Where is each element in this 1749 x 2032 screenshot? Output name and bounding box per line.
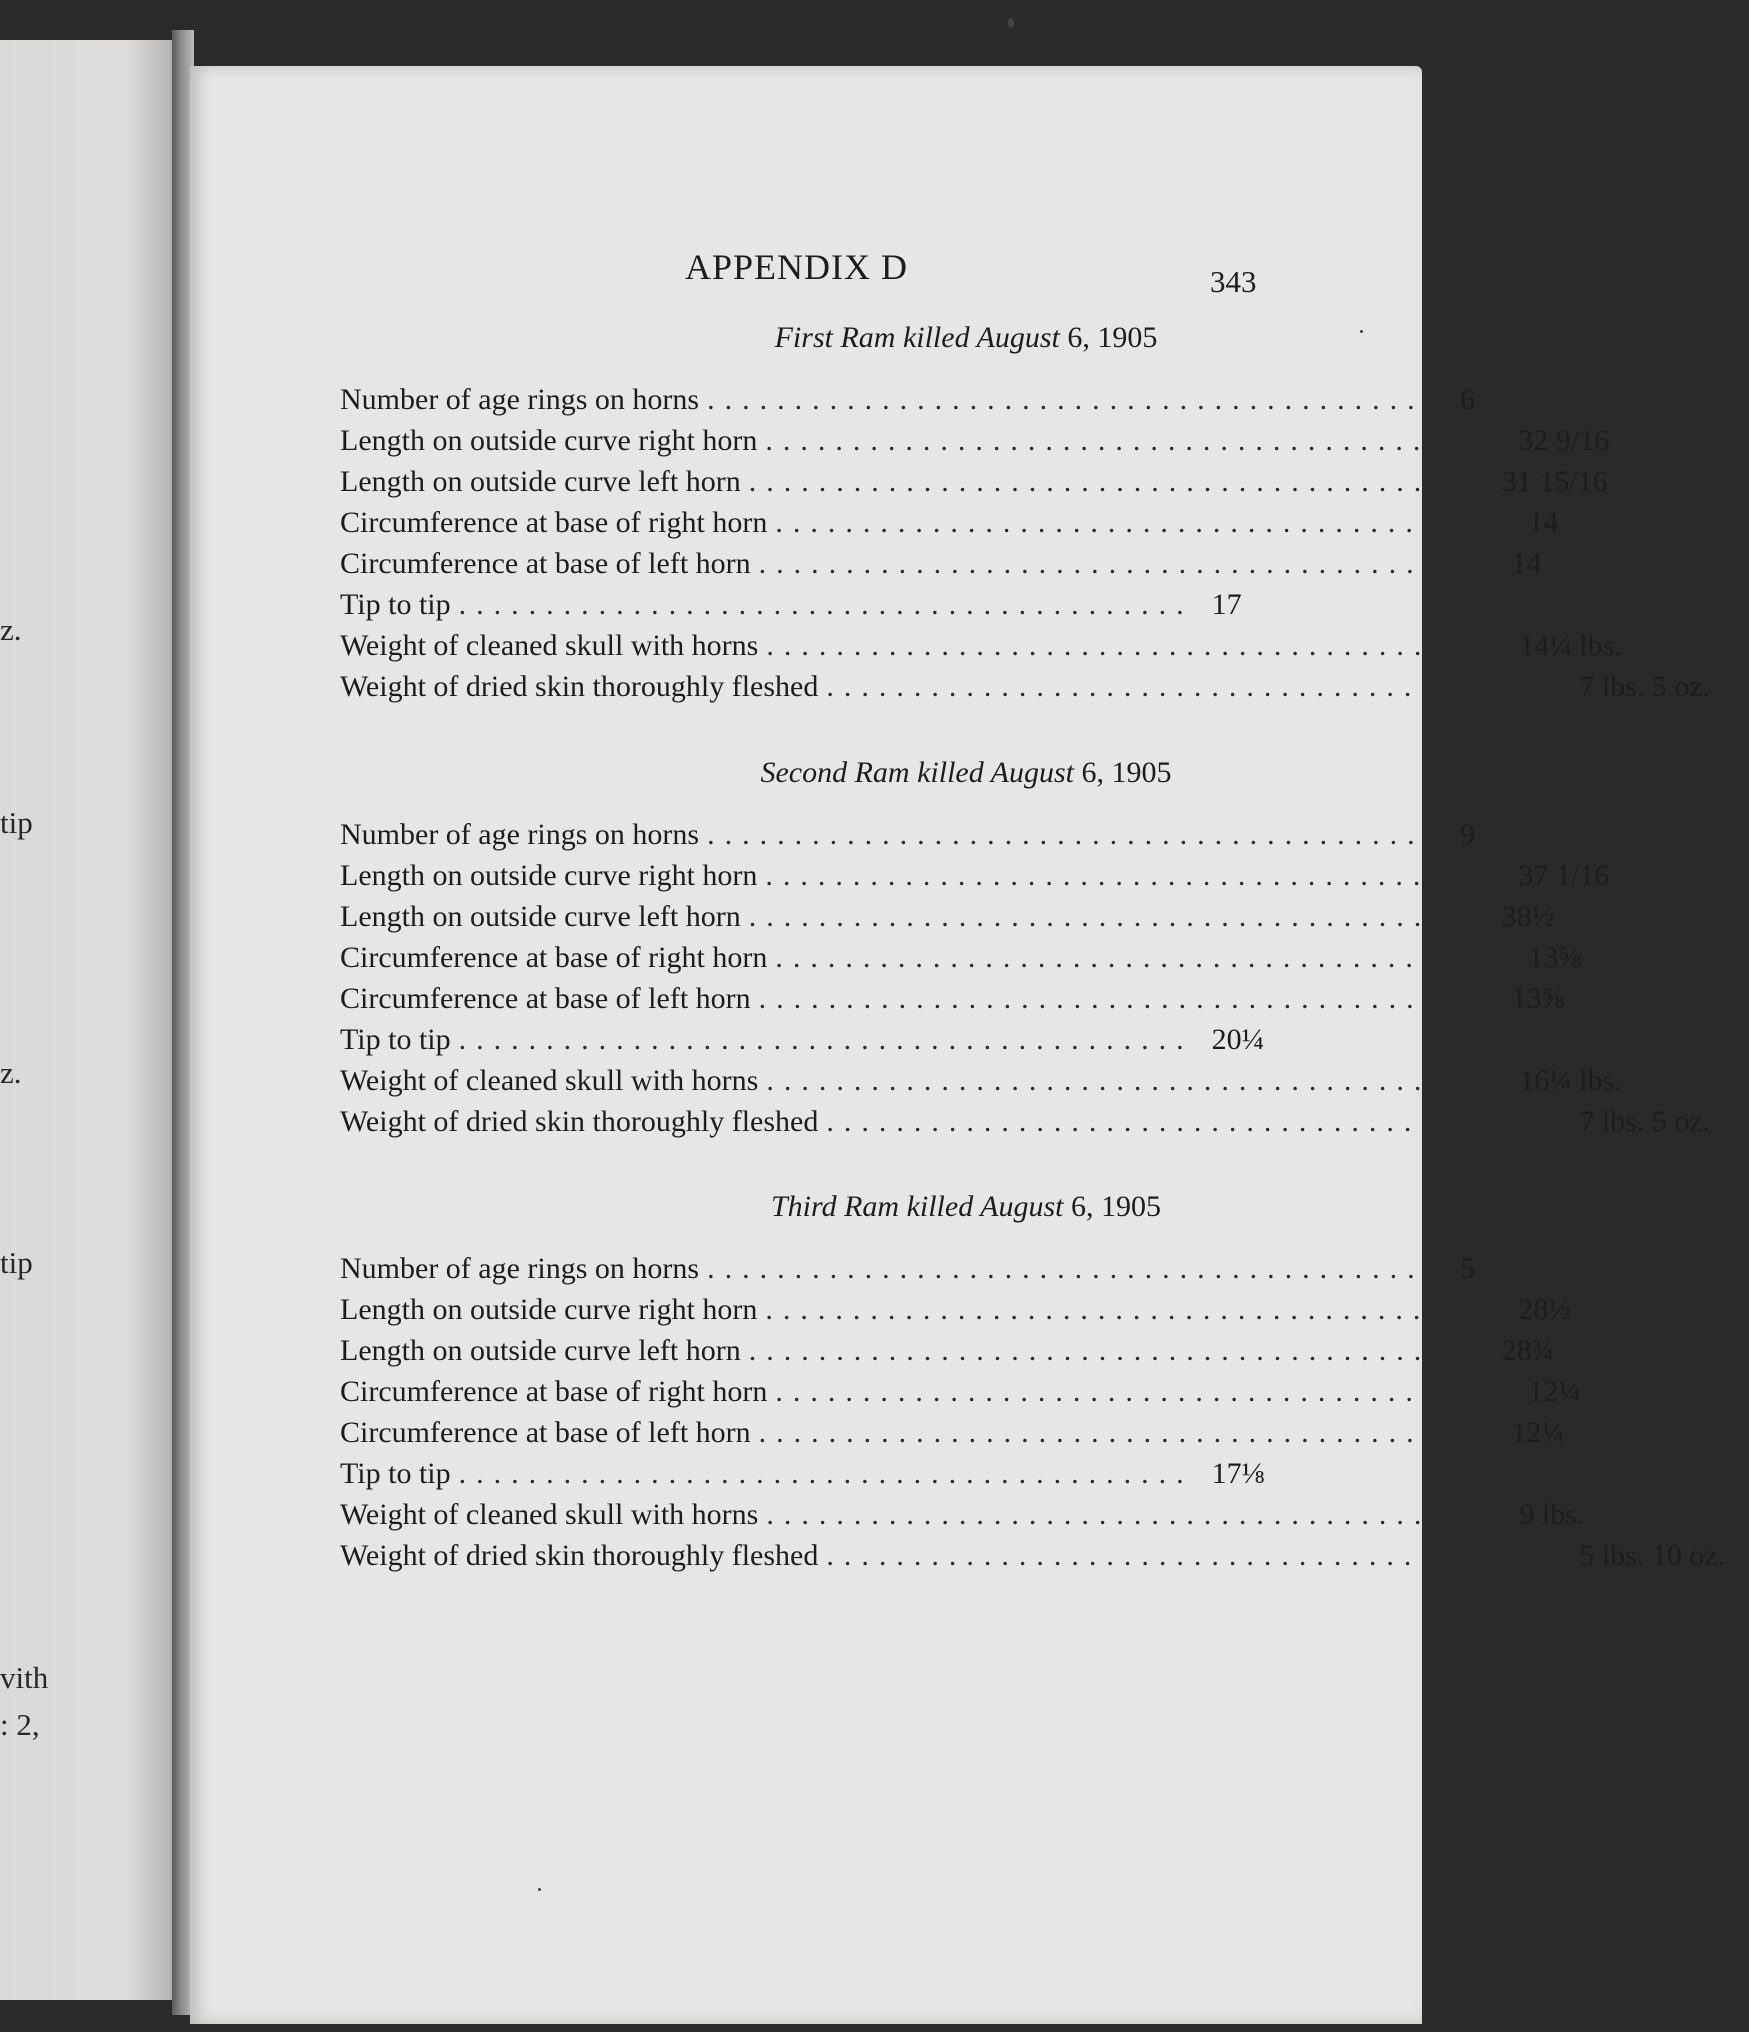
page-number: 343 (1210, 264, 1257, 299)
dot-leader: .......................................... (775, 941, 1511, 974)
list-item (340, 859, 1610, 899)
list-item (340, 1064, 1622, 1104)
dot-leader: .......................................... (748, 900, 1484, 933)
scan-speck (1008, 18, 1014, 28)
dot-leader: .......................................... (826, 670, 1562, 703)
facing-page-fragment: tip (0, 805, 33, 840)
row-label: Length on outside curve left horn (340, 1334, 741, 1367)
row-label: Weight of cleaned skull with horns (340, 1064, 759, 1097)
list-item (340, 1457, 1280, 1497)
dot-leader: .......................................... (766, 629, 1502, 662)
row-label: Tip to tip (340, 1457, 451, 1490)
row-value: 12¼ (1511, 1416, 1565, 1449)
list-item (340, 982, 1565, 1022)
list-item (340, 1334, 1555, 1374)
dot-leader: .......................................... (765, 424, 1501, 457)
row-label: Circumference at base of right horn (340, 1375, 768, 1408)
row-value: 32 9/16 (1518, 424, 1610, 457)
row-label: Weight of dried skin thoroughly fleshed (340, 1105, 819, 1138)
row-value: 38½ (1501, 900, 1555, 933)
facing-page-fragment: vith (0, 1660, 49, 1695)
row-label: Circumference at base of right horn (340, 941, 768, 974)
list-item (340, 1252, 1476, 1292)
dot-leader: .......................................... (758, 982, 1494, 1015)
dot-leader: .......................................... (707, 1252, 1443, 1285)
section-heading (190, 1190, 1422, 1224)
row-label: Length on outside curve right horn (340, 859, 758, 892)
list-item (340, 1539, 1726, 1579)
row-label: Weight of dried skin thoroughly fleshed (340, 1539, 819, 1572)
row-value: 5 lbs. 10 oz. (1579, 1539, 1726, 1572)
row-value: 14 (1528, 506, 1559, 539)
row-value: 16¼ lbs. (1519, 1064, 1622, 1097)
list-item (340, 465, 1608, 505)
row-value: 5 (1460, 1252, 1476, 1285)
row-value: 6 (1460, 383, 1476, 416)
row-label: Weight of cleaned skull with horns (340, 629, 759, 662)
row-value: 9 lbs. (1519, 1498, 1585, 1531)
list-item (340, 670, 1711, 710)
row-value: 7 lbs. 5 oz. (1579, 670, 1711, 703)
section-heading-italic: Third Ram killed August (771, 1190, 1064, 1223)
dot-leader: .......................................... (775, 506, 1511, 539)
list-item (340, 383, 1476, 423)
list-item (340, 1498, 1585, 1538)
row-label: Length on outside curve right horn (340, 1293, 758, 1326)
dot-leader: .......................................... (707, 383, 1443, 416)
row-value: 17 (1211, 588, 1242, 621)
dot-leader: .......................................... (748, 465, 1484, 498)
row-label: Weight of dried skin thoroughly fleshed (340, 670, 819, 703)
book-page (190, 66, 1726, 2024)
row-value: 20¼ (1211, 1023, 1265, 1056)
list-item (340, 424, 1610, 464)
dot-leader: .......................................... (765, 1293, 1501, 1326)
row-value: 17⅛ (1211, 1457, 1265, 1490)
row-value: 7 lbs. 5 oz. (1579, 1105, 1711, 1138)
row-value: 14¼ lbs. (1519, 629, 1622, 662)
facing-page-fragment: z. (0, 1055, 22, 1090)
list-item (340, 1375, 1581, 1415)
row-value: 12¼ (1528, 1375, 1581, 1408)
list-item (340, 506, 1559, 546)
row-value: 13⅝ (1511, 982, 1565, 1015)
row-label: Circumference at base of left horn (340, 547, 751, 580)
row-value: 37 1/16 (1518, 859, 1610, 892)
list-item (340, 1416, 1565, 1456)
dot-leader: .......................................... (765, 859, 1501, 892)
row-value: 31 15/16 (1501, 465, 1608, 498)
dot-leader: .......................................... (758, 547, 1494, 580)
row-label: Weight of cleaned skull with horns (340, 1498, 759, 1531)
list-item (340, 818, 1476, 858)
row-label: Length on outside curve left horn (340, 465, 741, 498)
row-label: Length on outside curve left horn (340, 900, 741, 933)
row-value: 28½ (1518, 1293, 1571, 1326)
section-heading-date: 6, 1905 (1081, 756, 1172, 789)
section-heading-date: 6, 1905 (1067, 321, 1158, 354)
row-label: Circumference at base of right horn (340, 506, 768, 539)
facing-page-fragment: z. (0, 612, 22, 647)
dot-leader: .......................................... (758, 1416, 1494, 1449)
dot-leader: .......................................... (766, 1498, 1502, 1531)
dot-leader: .......................................... (775, 1375, 1511, 1408)
facing-page-fragment: tip (0, 1245, 33, 1280)
row-label: Length on outside curve right horn (340, 424, 758, 457)
dot-leader: .......................................... (707, 818, 1443, 851)
row-label: Number of age rings on horns (340, 818, 700, 851)
dot-leader: .......................................... (458, 1457, 1194, 1490)
row-label: Circumference at base of left horn (340, 982, 751, 1015)
scan-speck (538, 1888, 541, 1891)
row-label: Tip to tip (340, 1023, 451, 1056)
row-value: 28¾ (1501, 1334, 1555, 1367)
section-heading-italic: Second Ram killed August (760, 756, 1075, 789)
dot-leader: .......................................... (458, 1023, 1194, 1056)
row-value: 13⅝ (1528, 941, 1581, 974)
row-label: Circumference at base of left horn (340, 1416, 751, 1449)
dot-leader: .......................................... (748, 1334, 1484, 1367)
dot-leader: .......................................... (458, 588, 1194, 621)
page-title: APPENDIX D (685, 247, 909, 287)
list-item (340, 547, 1542, 587)
facing-page (0, 40, 178, 2000)
list-item (340, 1023, 1280, 1063)
dot-leader: .......................................... (826, 1105, 1562, 1138)
dot-leader: .......................................... (766, 1064, 1502, 1097)
list-item (340, 588, 1280, 628)
section-heading (190, 321, 1422, 355)
row-label: Number of age rings on horns (340, 1252, 700, 1285)
section-heading-italic: First Ram killed August (774, 321, 1060, 354)
row-value: 14 (1511, 547, 1542, 580)
list-item (340, 629, 1622, 669)
list-item (340, 1293, 1571, 1333)
scan-speck (1360, 330, 1363, 333)
row-label: Tip to tip (340, 588, 451, 621)
list-item (340, 1105, 1711, 1145)
page-header (190, 246, 1422, 306)
row-value: 9 (1460, 818, 1476, 851)
facing-page-fragment: : 2, (0, 1707, 40, 1742)
section-heading-date: 6, 1905 (1071, 1190, 1161, 1223)
row-label: Number of age rings on horns (340, 383, 700, 416)
dot-leader: .......................................... (826, 1539, 1562, 1572)
list-item (340, 941, 1581, 981)
section-heading (190, 756, 1422, 790)
list-item (340, 900, 1555, 940)
